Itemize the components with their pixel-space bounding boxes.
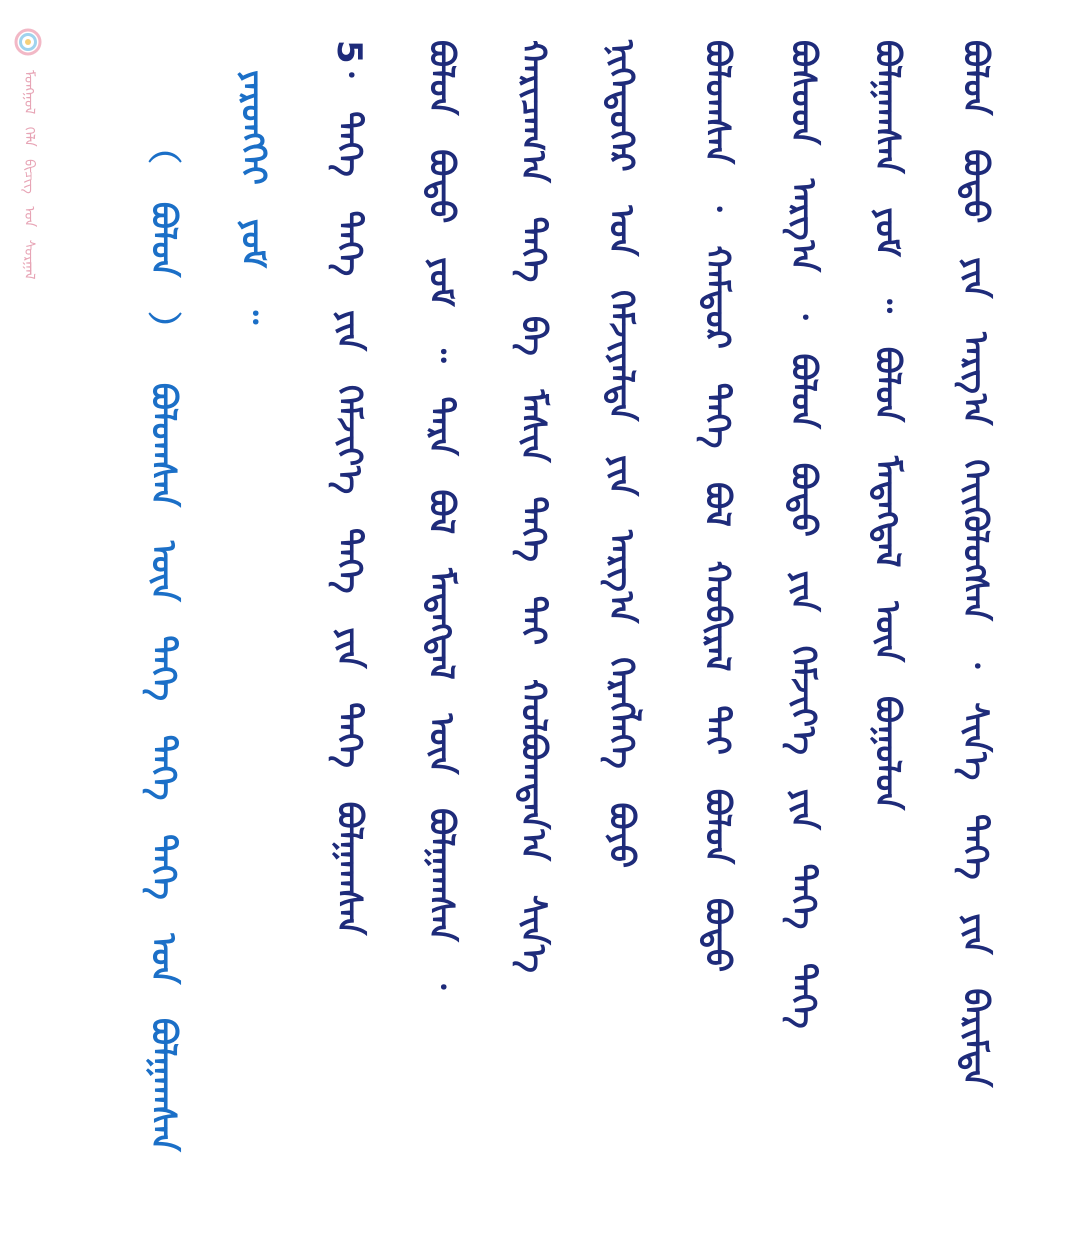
text-column-7: ᠪᠣᠯᠣᠨ ᠪᠣᠳᠤ ᠶᠤᠮ ᠃ ᠲᠡᠷᠡ ᠪᠣᠯ ᠮᠡᠳᠡᠭᠳᠡᠯ ᠦᠨ ᠪᠣᠯᠭᠠᠭᠰᠠᠨ ᠂	[421, 40, 461, 990]
text-column-8: 5᠂ ᠲᠡᠬᠡ ᠲᠡᠬᠡ ᠶᠢᠨ ᠬᠡᠮᠵᠢᠶ᠎ᠡ ᠲᠡᠬᠡ ᠶᠢᠨ ᠲᠡᠬᠡ ᠪᠣᠯᠭᠠᠭᠰᠠᠨ	[329, 40, 369, 936]
text-column-6: ᠬᠠᠷᠢᠴᠠᠭ᠎ᠠ ᠲᠡᠬᠡ ᠪᠠ ᠮᠠᠰᠢᠨ ᠲᠡᠬᠡ ᠲᠡᠶ ᠬᠣᠯᠪᠣᠭᠳᠠᠨ᠎ᠠ ᠰᠢᠨ᠎ᠡ	[513, 40, 553, 973]
text-column-3: ᠪᠤᠰᠤᠳ ᠠᠷᠭ᠎ᠠ ᠂ ᠪᠣᠯᠤᠨ ᠪᠣᠳᠤ ᠶᠢᠨ ᠬᠡᠮᠵᠢᠶ᠎ᠡ ᠶᠢᠨ ᠲᠡᠬᠡ ᠲᠡᠬᠡ	[783, 40, 823, 1029]
swirl-logo-icon	[14, 28, 42, 56]
watermark-text: ᠮᠣᠩᠭᠣᠯ ᠬᠡᠯᠡ ᠪᠢᠴᠢᠭ ᠤᠨ ᠰᠤᠷᠭᠠᠯ	[21, 70, 37, 280]
text-column-4: ᠪᠣᠯᠣᠭᠰᠠᠨ ᠂ ᠬᠠᠮᠲᠤᠷ ᠲᠡᠬᠡ ᠪᠣᠯ ᠬᠤᠪᠢᠷᠠᠯ ᠲᠡᠶ ᠪᠣᠯᠣᠨ ᠪᠣᠳᠤ	[697, 40, 737, 973]
text-column-1: ᠪᠣᠯᠣᠨ ᠪᠣᠳᠤ ᠶᠢᠨ ᠠᠷᠭ᠎ᠠ ᠭᠡᠶ᠋ᠢᠭᠦᠯᠦᠭᠰᠡᠨ ᠂ ᠰᠢᠨ᠎ᠡ ᠲᠡᠬᠡ ᠶᠢᠨ ᠪᠠᠷᠢᠮᠲᠠ	[955, 40, 995, 1088]
text-column-5: ᠨᠢᠭᠡᠳᠦᠭᠡᠷ ᠤᠨ ᠬᠡᠮᠵᠢᠶᠡᠯᠲᠡ ᠶᠢᠨ ᠠᠷᠭ᠎ᠠ ᠬᠡᠷᠡᠭᠯᠡᠭᠡ ᠪᠤᠶᠤ	[601, 40, 641, 869]
text-column-10: （ ᠪᠣᠯᠣᠨ ） ᠪᠣᠯᠣᠭᠰᠠᠨ ᠦᠨ ᠲᠡᠬᠡ ᠲᠡᠬᠡ ᠲᠡᠬᠡ ᠤᠨ ᠪᠣᠯᠭᠠᠭᠰᠠᠨ	[143, 130, 183, 1152]
text-column-9: ᠶᠡᠷᠦᠩᠬᠡᠶ ᠶᠤᠮ ᠃	[233, 70, 273, 325]
text-column-2: ᠪᠣᠯᠭᠠᠭᠰᠠᠨ ᠶᠤᠮ ᠃ ᠪᠣᠯᠤᠨ ᠮᠡᠳᠡᠭᠳᠡᠯ ᠦᠨ ᠪᠣᠭᠣᠯᠤᠨ	[867, 40, 907, 811]
watermark	[10, 24, 50, 424]
